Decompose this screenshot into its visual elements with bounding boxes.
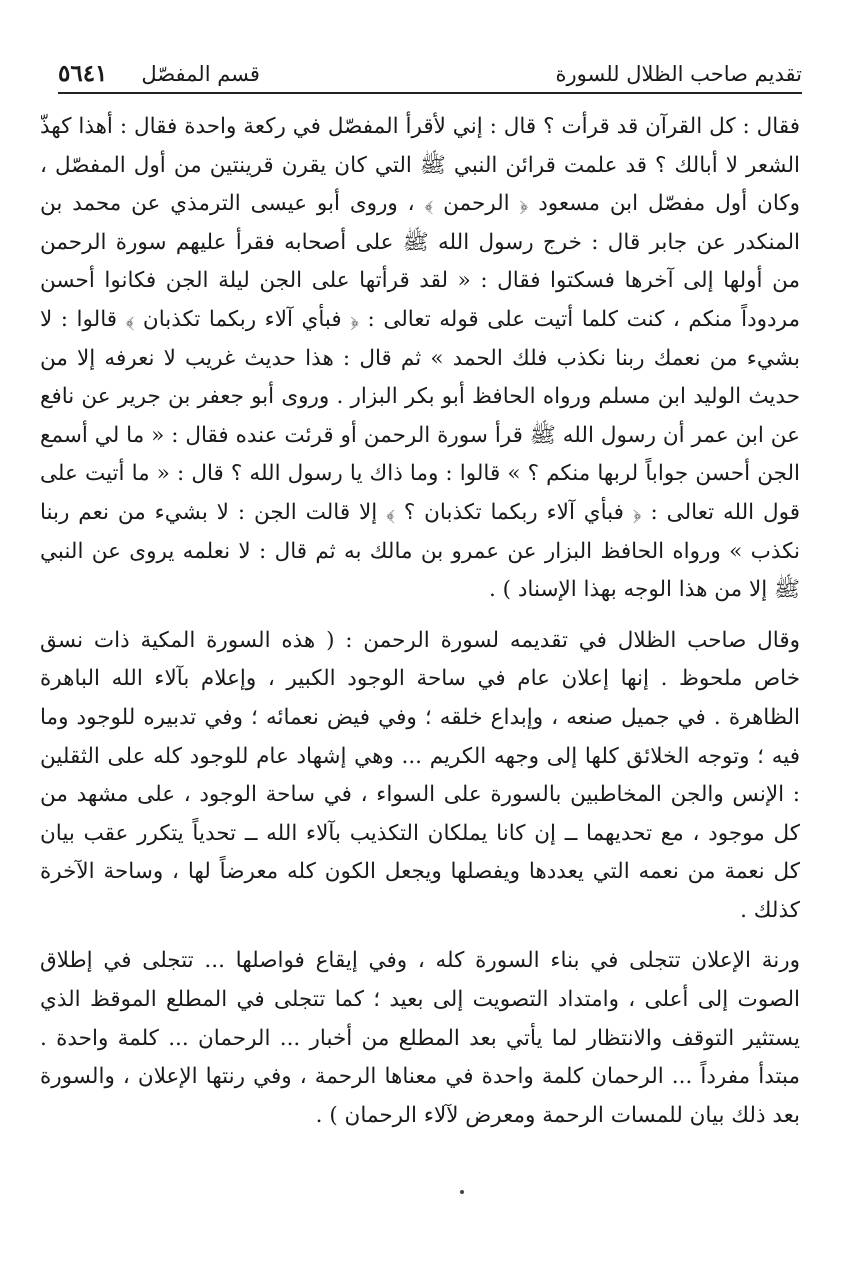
body-text bbox=[40, 108, 800, 1135]
running-title: تقديم صاحب الظلال للسورة bbox=[555, 62, 802, 86]
header-left-group bbox=[58, 60, 260, 88]
paragraph-hadith: فقال : كل القرآن قد قرأت ؟ قال : إني لأقرأ المفصّل في ركعة واحدة فقال : أهذا كهذّ الشعر لا أبالك ؟ قد علمت قرائن النبي ﷺ التي كان يقرن قرينتين من أول المفصّل ، وكان أول مفصّل ابن مسعود ﴿ الرحمن ﴾ ، وروى أبو عيسى الترمذي عن محمد بن المنكدر عن جابر قال : خرج رسول الله ﷺ على أصحابه فقرأ عليهم سورة الرحمن من أولها إلى آخرها فسكتوا فقال : « لقد قرأتها على الجن ليلة الجن فكانوا أحسن مردوداً منكم ، كنت كلما أتيت على قوله تعالى : ﴿ فبأي آلاء ربكما تكذبان ﴾ قالوا : لا بشيء من نعمك ربنا نكذب فلك الحمد » ثم قال : هذا حديث غريب لا نعرفه إلا من حديث الوليد ابن مسلم ورواه الحافظ أبو بكر البزار . وروى أبو جعفر بن جرير عن نافع عن ابن عمر أن رسول الله ﷺ قرأ سورة الرحمن أو قرئت عنده فقال : « ما لي أسمع الجن أحسن جواباً لربها منكم ؟ » قالوا : وما ذاك يا رسول الله ؟ قال : « ما أتيت على قول الله تعالى : ﴿ فبأي آلاء ربكما تكذبان ؟ ﴾ إلا قالت الجن : لا بشيء من نعم ربنا نكذب » ورواه الحافظ البزار عن عمرو بن مالك به ثم قال : لا نعلمه يروى عن النبي ﷺ إلا من هذا الوجه بهذا الإسناد ) . bbox=[40, 114, 800, 603]
end-dot bbox=[460, 1190, 464, 1194]
section-name: قسم المفصّل bbox=[141, 62, 260, 86]
running-header bbox=[58, 48, 802, 94]
page-number: ٥٦٤١ bbox=[58, 60, 108, 87]
paragraph-zilal-intro: وقال صاحب الظلال في تقديمه لسورة الرحمن : ( هذه السورة المكية ذات نسق خاص ملحوظ . إنها إعلان عام في ساحة الوجود الكبير ، وإعلام بآلاء الله الباهرة الظاهرة . في جميل صنعه ، وإبداع خلقه ؛ وفي فيض نعمائه ؛ وفي تدبيره للوجود وما فيه ؛ وتوجه الخلائق كلها إلى وجهه الكريم ... وهي إشهاد عام للوجود كله على الثقلين : الإنس والجن المخاطبين بالسورة على السواء ، في ساحة الوجود ، على مشهد من كل موجود ، مع تحديهما ــ إن كانا يملكان التكذيب بآلاء الله ــ تحدياً يتكرر عقب بيان كل نعمة من نعمه التي يعددها ويفصلها ويجعل الكون كله معرضاً لها ، وساحة الآخرة كذلك . bbox=[40, 627, 800, 923]
paragraph-zilal-rhythm: ورنة الإعلان تتجلى في بناء السورة كله ، وفي إيقاع فواصلها ... تتجلى في إطلاق الصوت إلى أعلى ، وامتداد التصويت إلى بعيد ؛ كما تتجلى في المطلع الموقظ الذي يستثير التوقف والانتظار لما يأتي بعد المطلع من أخبار ... الرحمان ... كلمة واحدة . مبتدأ مفرداً ... الرحمان كلمة واحدة في معناها الرحمة ، وفي رنتها الإعلان ، والسورة بعد ذلك بيان للمسات الرحمة ومعرض لآلاء الرحمان ) . bbox=[40, 948, 800, 1128]
